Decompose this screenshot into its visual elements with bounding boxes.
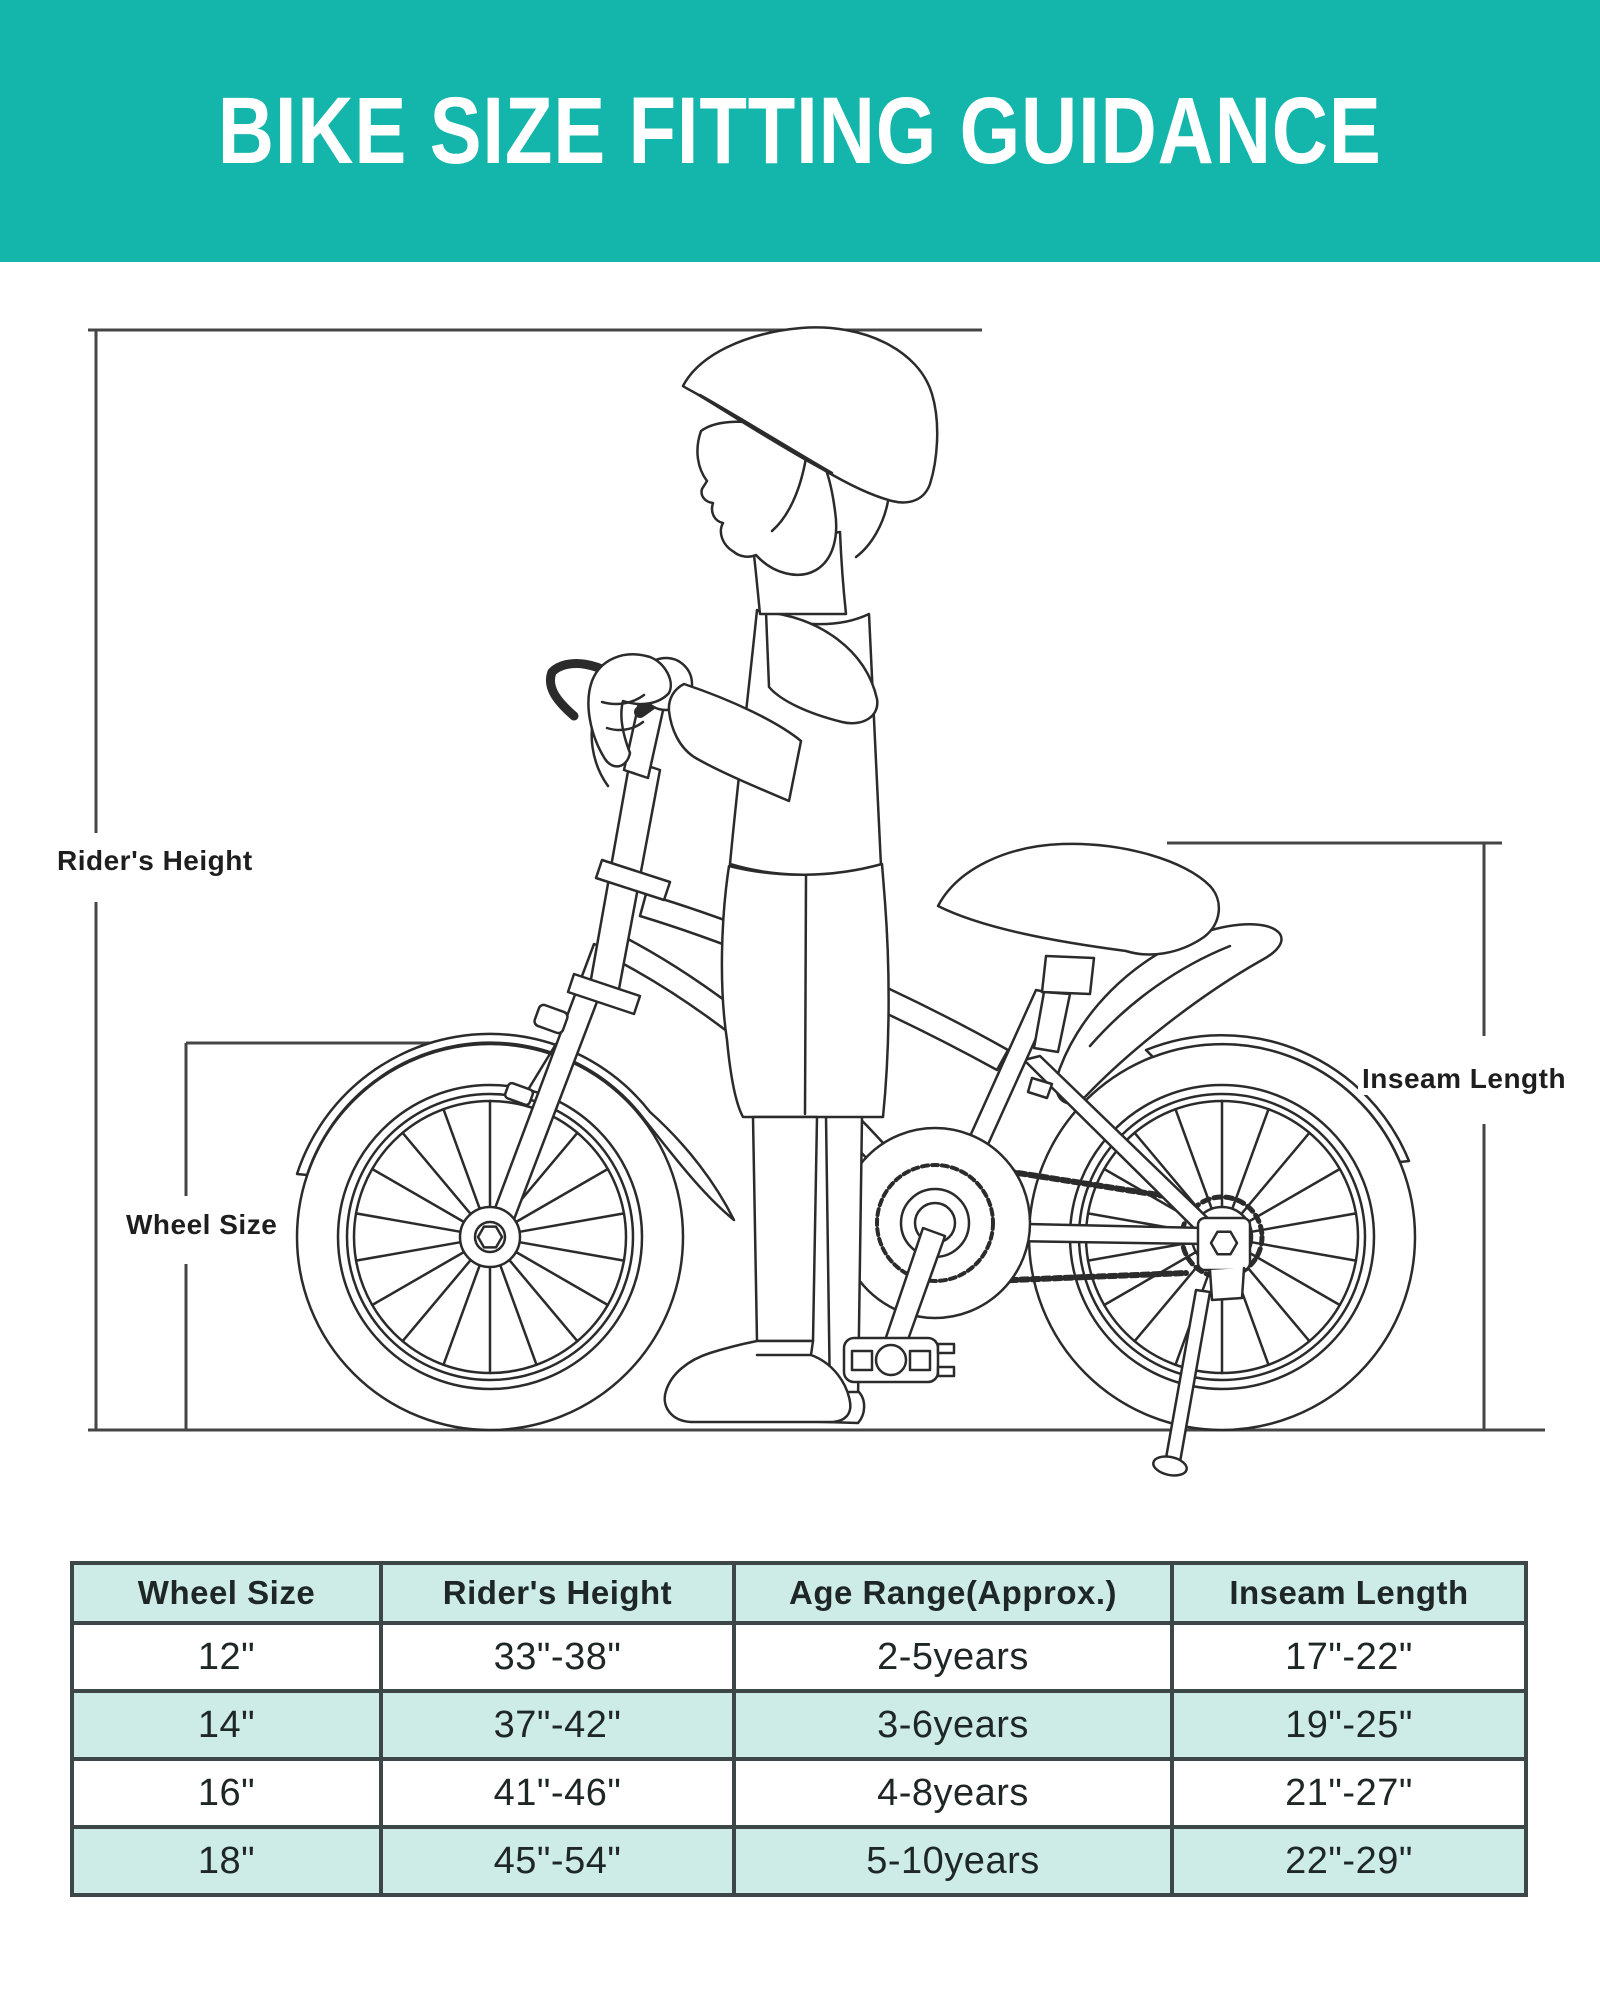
header-riders-height: Rider's Height [381,1563,734,1623]
cell-age-12: 2-5years [734,1623,1172,1691]
cell-height-12: 33"-38" [381,1623,734,1691]
cell-inseam-16: 21"-27" [1172,1759,1526,1827]
cell-wheel-12: 12" [72,1623,381,1691]
riders-height-label: Rider's Height [53,845,257,877]
size-chart-table [70,1561,1528,1897]
table-row [72,1691,1526,1759]
cell-inseam-18: 22"-29" [1172,1827,1526,1895]
header-wheel-size: Wheel Size [72,1563,381,1623]
cell-age-16: 4-8years [734,1759,1172,1827]
cell-height-18: 45"-54" [381,1827,734,1895]
page-title: BIKE SIZE FITTING GUIDANCE [218,77,1382,184]
cell-wheel-18: 18" [72,1827,381,1895]
table-row [72,1623,1526,1691]
cell-height-14: 37"-42" [381,1691,734,1759]
cell-inseam-12: 17"-22" [1172,1623,1526,1691]
chainguard [840,1128,1030,1318]
header-age-range: Age Range(Approx.) [734,1563,1172,1623]
cell-height-16: 41"-46" [381,1759,734,1827]
table-row [72,1759,1526,1827]
cell-wheel-14: 14" [72,1691,381,1759]
wheel-size-label: Wheel Size [122,1209,281,1241]
cell-age-18: 5-10years [734,1827,1172,1895]
shoe [665,1341,851,1422]
cell-wheel-16: 16" [72,1759,381,1827]
table-header-row [72,1563,1526,1623]
cell-age-14: 3-6years [734,1691,1172,1759]
header-inseam-length: Inseam Length [1172,1563,1526,1623]
inseam-length-label: Inseam Length [1358,1063,1570,1095]
table-row [72,1827,1526,1895]
saddle [938,844,1219,1052]
cell-inseam-14: 19"-25" [1172,1691,1526,1759]
